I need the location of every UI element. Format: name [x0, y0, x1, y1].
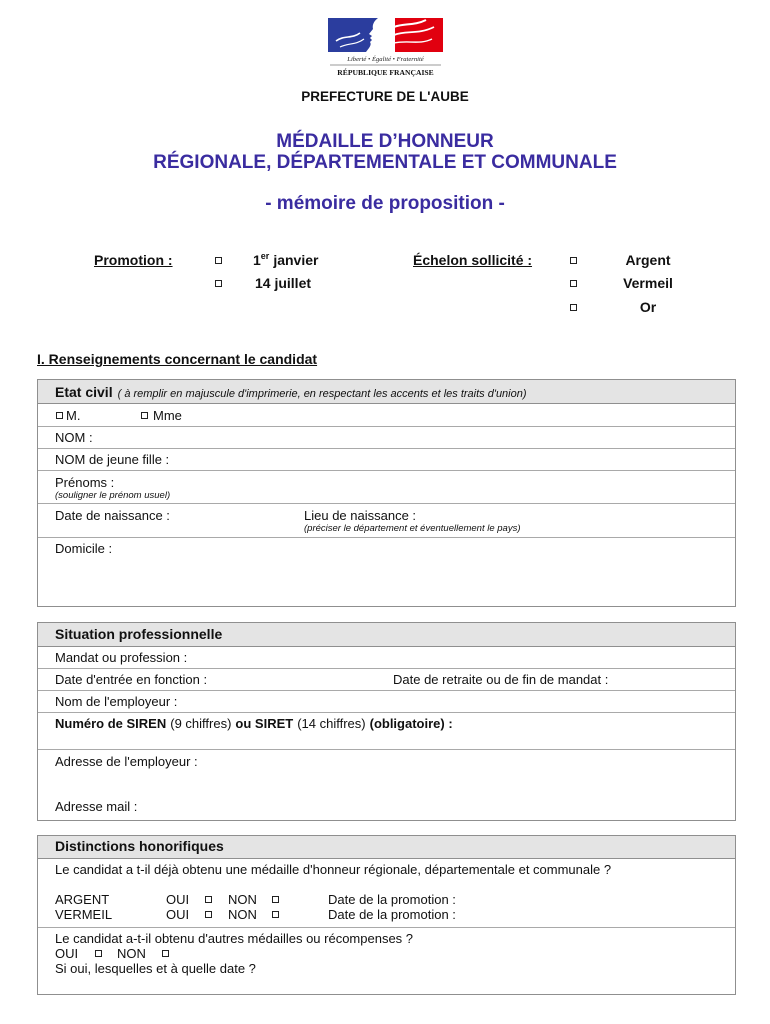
civility-m-label: M. — [66, 407, 81, 423]
medal-vermeil-date-label: Date de la promotion : — [328, 906, 456, 922]
checkbox-civility-mme[interactable] — [141, 412, 148, 419]
situation-heading: Situation professionnelle — [55, 626, 223, 642]
lieu-naissance-field-label: Lieu de naissance : — [304, 507, 417, 523]
civility-mme-label: Mme — [153, 407, 182, 423]
distinctions-question-1: Le candidat a t-il déjà obtenu une médaille d'honneur régionale, départementale et communale ? — [55, 861, 612, 877]
medal-argent-no-label: NON — [228, 891, 257, 907]
prefecture-label: PREFECTURE DE L'AUBE — [301, 89, 469, 104]
distinctions-question-3: Si oui, lesquelles et à quelle date ? — [55, 960, 256, 976]
row-divider — [38, 712, 735, 713]
date-entree-field-label: Date d'entrée en fonction : — [55, 671, 208, 687]
medal-argent-date-label: Date de la promotion : — [328, 891, 456, 907]
title-line-2: RÉGIONALE, DÉPARTEMENTALE ET COMMUNALE — [153, 152, 617, 173]
checkbox-promotion-juillet[interactable] — [215, 280, 222, 287]
row-divider — [38, 668, 735, 669]
checkbox-vermeil-non[interactable] — [272, 911, 279, 918]
checkbox-civility-m[interactable] — [56, 412, 63, 419]
row-divider — [38, 503, 735, 504]
distinctions-header — [38, 836, 735, 859]
promotion-janvier-text: janvier — [273, 252, 319, 268]
echelon-option-vermeil: Vermeil — [623, 275, 673, 291]
siret-digits-part: (14 chiffres) — [297, 715, 366, 731]
echelon-option-or: Or — [639, 299, 657, 315]
distinctions-box — [37, 835, 736, 995]
etat-civil-header — [38, 380, 735, 404]
distinctions-question-2: Le candidat a-t-il obtenu d'autres médailles ou récompenses ? — [55, 930, 414, 946]
checkbox-echelon-argent[interactable] — [570, 257, 577, 264]
section-title: I. Renseignements concernant le candidat — [37, 351, 318, 367]
siren-label-part: Numéro de SIREN — [55, 715, 167, 731]
employeur-field-label: Nom de l'employeur : — [55, 693, 178, 709]
promotion-janvier-number: 1 — [253, 252, 261, 268]
lieu-naissance-note: (préciser le département et éventuellement le pays) — [304, 522, 521, 534]
marianne-logo — [328, 17, 443, 80]
row-divider — [38, 690, 735, 691]
situation-box — [37, 622, 736, 821]
etat-civil-heading: Etat civil — [55, 384, 113, 400]
checkbox-echelon-vermeil[interactable] — [570, 280, 577, 287]
prenoms-note: (souligner le prénom usuel) — [55, 489, 171, 501]
date-retraite-field-label: Date de retraite ou de fin de mandat : — [393, 671, 609, 687]
checkbox-argent-oui[interactable] — [205, 896, 212, 903]
subtitle: - mémoire de proposition - — [265, 193, 505, 214]
row-divider — [38, 426, 735, 427]
logo-motto: Liberté • Égalité • Fraternité — [347, 56, 424, 63]
row-divider — [38, 470, 735, 471]
medal-vermeil-label: VERMEIL — [55, 906, 113, 922]
promotion-option-janvier — [253, 252, 318, 268]
checkbox-other-medals-oui[interactable] — [95, 950, 102, 957]
promotion-option-juillet: 14 juillet — [255, 275, 312, 291]
other-medals-yes-label: OUI — [55, 945, 79, 961]
medal-argent-yes-label: OUI — [166, 891, 190, 907]
checkbox-vermeil-oui[interactable] — [205, 911, 212, 918]
adresse-employeur-field-label: Adresse de l'employeur : — [55, 753, 198, 769]
title-line-1: MÉDAILLE D’HONNEUR — [276, 131, 494, 152]
medal-vermeil-no-label: NON — [228, 906, 257, 922]
checkbox-argent-non[interactable] — [272, 896, 279, 903]
siren-field-label — [55, 716, 453, 731]
prenoms-field-label: Prénoms : — [55, 474, 115, 490]
date-naissance-field-label: Date de naissance : — [55, 507, 170, 523]
medal-vermeil-yes-label: OUI — [166, 906, 190, 922]
siret-label-part: ou SIRET — [235, 715, 294, 731]
checkbox-promotion-janvier[interactable] — [215, 257, 222, 264]
etat-civil-box — [37, 379, 736, 607]
adresse-mail-field-label: Adresse mail : — [55, 798, 138, 814]
domicile-field-label: Domicile : — [55, 540, 113, 556]
checkbox-echelon-or[interactable] — [570, 304, 577, 311]
nom-field-label: NOM : — [55, 429, 93, 445]
siren-mandatory-part: (obligatoire) : — [369, 715, 453, 731]
logo-name: RÉPUBLIQUE FRANÇAISE — [337, 68, 434, 77]
echelon-option-argent: Argent — [625, 252, 671, 268]
mandat-field-label: Mandat ou profession : — [55, 649, 188, 665]
row-divider — [38, 448, 735, 449]
nom-jeune-fille-field-label: NOM de jeune fille : — [55, 451, 170, 467]
distinctions-heading: Distinctions honorifiques — [55, 838, 224, 854]
other-medals-no-label: NON — [117, 945, 146, 961]
siren-digits-part: (9 chiffres) — [170, 715, 232, 731]
promotion-label: Promotion : — [94, 252, 173, 268]
etat-civil-note: ( à remplir en majuscule d'imprimerie, en respectant les accents et les traits d'union) — [117, 388, 527, 400]
echelon-label: Échelon sollicité : — [413, 252, 533, 268]
medal-argent-label: ARGENT — [55, 891, 110, 907]
promotion-janvier-superscript: er — [260, 251, 270, 261]
row-divider — [38, 749, 735, 750]
situation-header — [38, 623, 735, 647]
checkbox-other-medals-non[interactable] — [162, 950, 169, 957]
row-divider — [38, 537, 735, 538]
row-divider — [38, 927, 735, 928]
